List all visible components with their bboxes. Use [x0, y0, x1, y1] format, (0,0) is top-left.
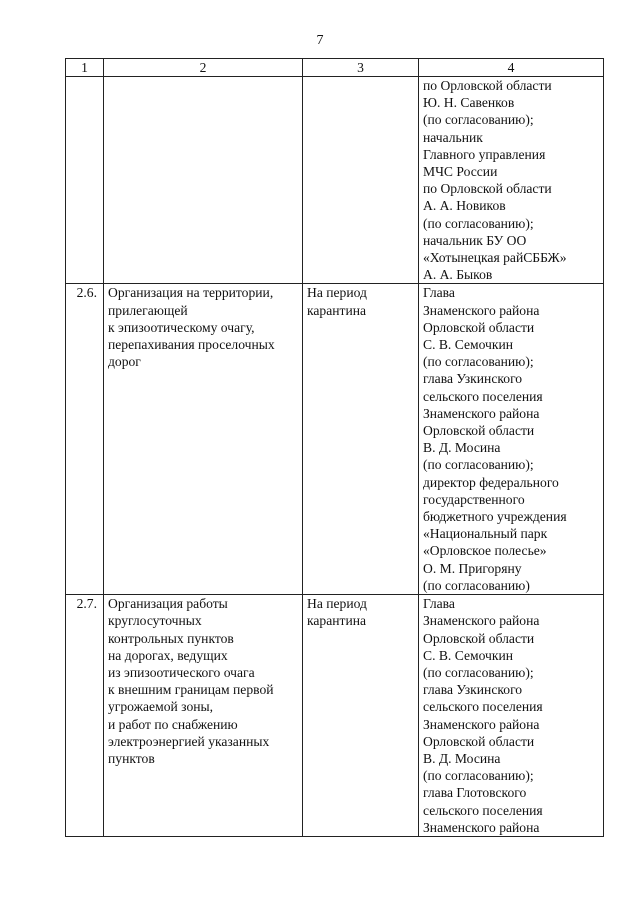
responsible-cell: Глава Знаменского района Орловской области С. В. Семочкин (по согласованию); глава Узкинского сельского поселения Знаменского района Орловской области В. Д. Мосина (по согласованию); директор федерального государственного бюджетного учреждения «Национальный парк «Орловское полесье» О. М. Пригоряну (по согласованию) [419, 284, 604, 595]
column-header: 4 [419, 59, 604, 77]
table-row [66, 284, 604, 595]
table-row [66, 77, 604, 284]
period-cell: На период карантина [303, 284, 419, 595]
responsible-cell: Глава Знаменского района Орловской области С. В. Семочкин (по согласованию); глава Узкинского сельского поселения Знаменского района Орловской области В. Д. Мосина (по согласованию); глава Глотовского сельского поселения Знаменского района [419, 595, 604, 837]
table-row [66, 595, 604, 837]
measures-table [65, 58, 604, 837]
responsible-cell: по Орловской области Ю. Н. Савенков (по согласованию); начальник Главного управления МЧС России по Орловской области А. А. Новиков (по согласованию); начальник БУ ОО «Хотынецкая райСББЖ» А. А. Быков [419, 77, 604, 284]
activity-cell [104, 77, 303, 284]
activity-cell: Организация на территории, прилегающей к эпизоотическому очагу, перепахивания проселочных дорог [104, 284, 303, 595]
column-header: 2 [104, 59, 303, 77]
row-number [66, 77, 104, 284]
row-number: 2.6. [66, 284, 104, 595]
period-cell: На период карантина [303, 595, 419, 837]
column-header: 3 [303, 59, 419, 77]
table-header-row [66, 59, 604, 77]
column-header: 1 [66, 59, 104, 77]
row-number: 2.7. [66, 595, 104, 837]
period-cell [303, 77, 419, 284]
activity-cell: Организация работы круглосуточных контрольных пунктов на дорогах, ведущих из эпизоотического очага к внешним границам первой угрожаемой зоны, и работ по снабжению электроэнергией указанных пунктов [104, 595, 303, 837]
page-number: 7 [316, 33, 324, 48]
